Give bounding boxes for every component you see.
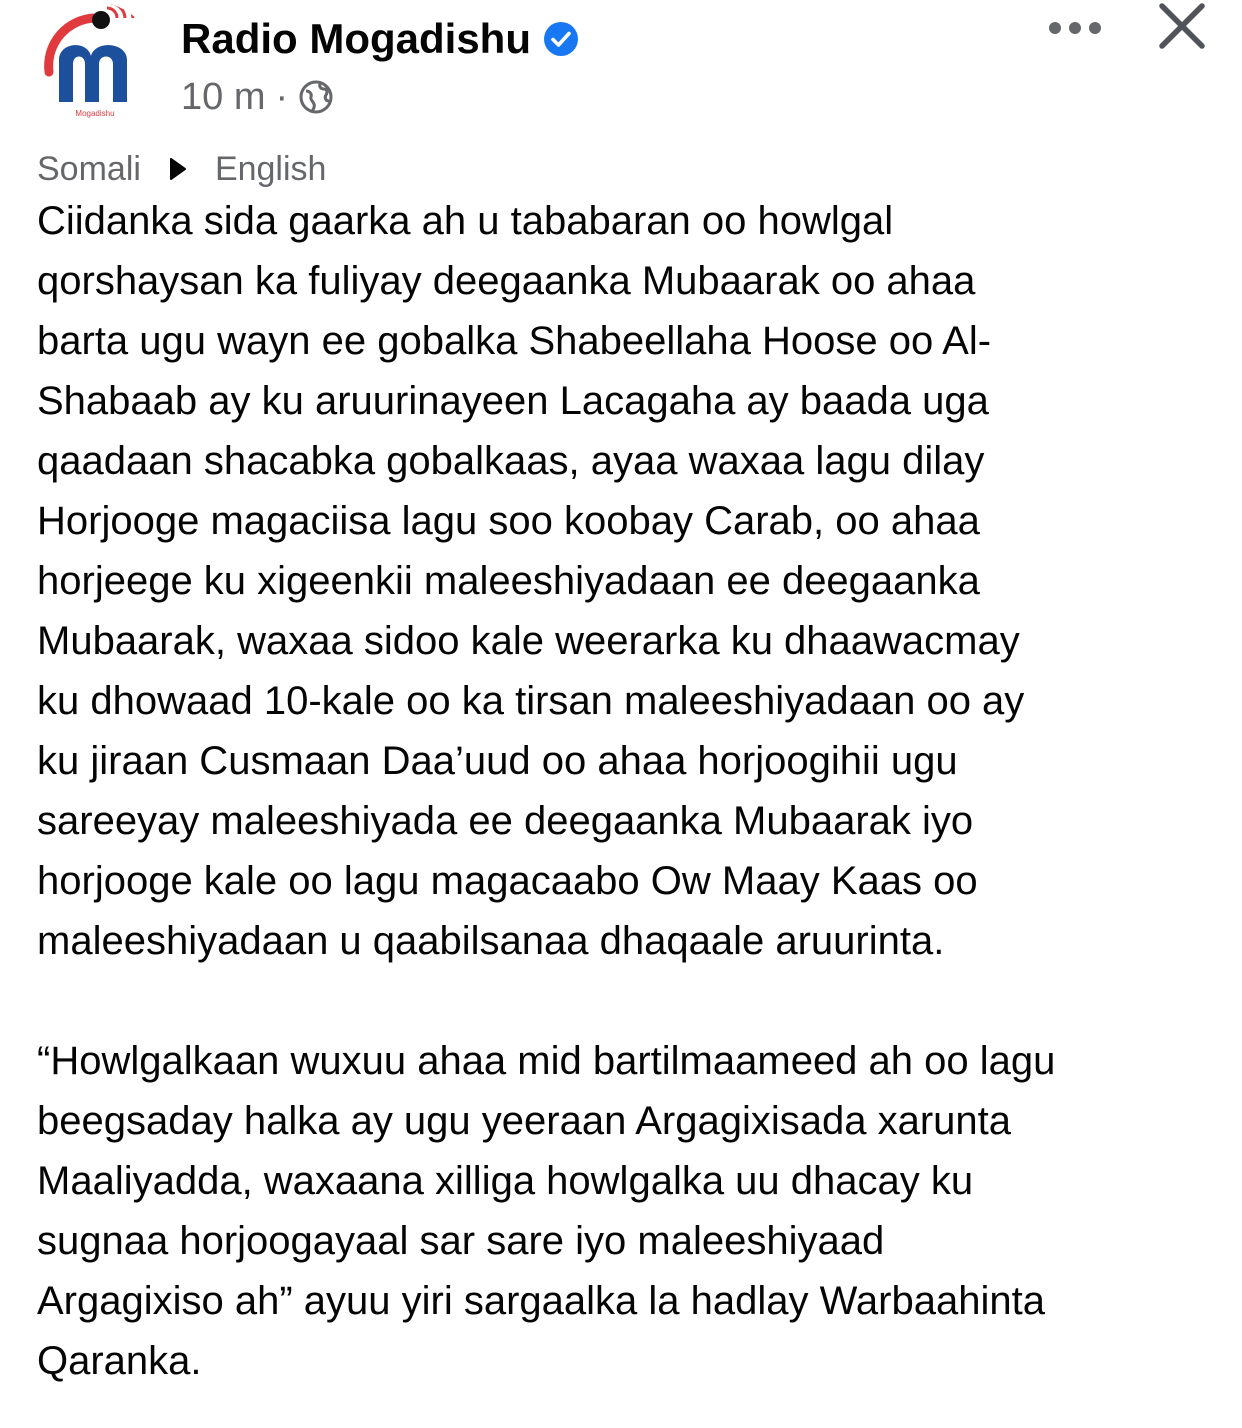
page-name-text[interactable]: Radio Mogadishu [181,15,531,62]
close-icon [1152,0,1212,56]
more-options-button[interactable] [1040,8,1110,48]
post-meta [181,75,334,119]
more-horizontal-icon [1048,21,1102,35]
play-arrow-icon [169,158,187,180]
close-button[interactable] [1152,0,1212,56]
page-name[interactable] [181,14,579,64]
post-header [0,0,1242,140]
post-text [37,191,1217,1391]
translation-source-language[interactable]: Somali [37,150,141,188]
radio-mogadishu-logo-icon [35,2,155,122]
translation-bar [37,147,326,191]
globe-icon[interactable] [298,79,334,115]
post-paragraph-1: Ciidanka sida gaarka ah u tababaran oo howlgal qorshaysan ka fuliyay deegaanka Mubaarak oo ahaa barta ugu wayn ee gobalka Shabeellaha Hoose oo Al- Shabaab ay ku aruurinayeen Lacagaha ay baada uga qaadaan shacabka gobalkaas, ayaa waxaa lagu dilay Horjooge magaciisa lagu soo koobay Carab, oo ahaa horjeege ku xigeenkii maleeshiyadaan ee deegaanka Mubaarak, waxaa sidoo kale weerarka ku dhaawacmay ku dhowaad 10-kale oo ka tirsan maleeshiyadaan oo ay ku jiraan Cusmaan Daa’uud oo ahaa horjoogihii ugu sareeyay maleeshiyada ee deegaanka Mubaarak iyo horjooge kale oo lagu magacaabo Ow Maay Kaas oo maleeshiyadaan u qaabilsanaa dhaqaale aruurinta. [37,199,1025,963]
translation-target-language[interactable]: English [214,150,327,188]
page-avatar[interactable] [35,2,155,122]
post-paragraph-2: “Howlgalkaan wuxuu ahaa mid bartilmaameed ah oo lagu beegsaday halka ay ugu yeeraan Argagixisada xarunta Maaliyadda, waxaana xilliga howlgalka uu dhacay ku sugnaa horjoogayaal sar sare iyo maleeshiyaad Argagixiso ah” ayuu yiri sargaalka la hadlay Warbaahinta Qaranka. [37,1039,1056,1383]
meta-separator: · [275,76,289,118]
verified-badge-icon [543,21,579,57]
svg-text:Mogadishu: Mogadishu [75,109,115,118]
post-timestamp[interactable]: 10 m [181,76,266,118]
